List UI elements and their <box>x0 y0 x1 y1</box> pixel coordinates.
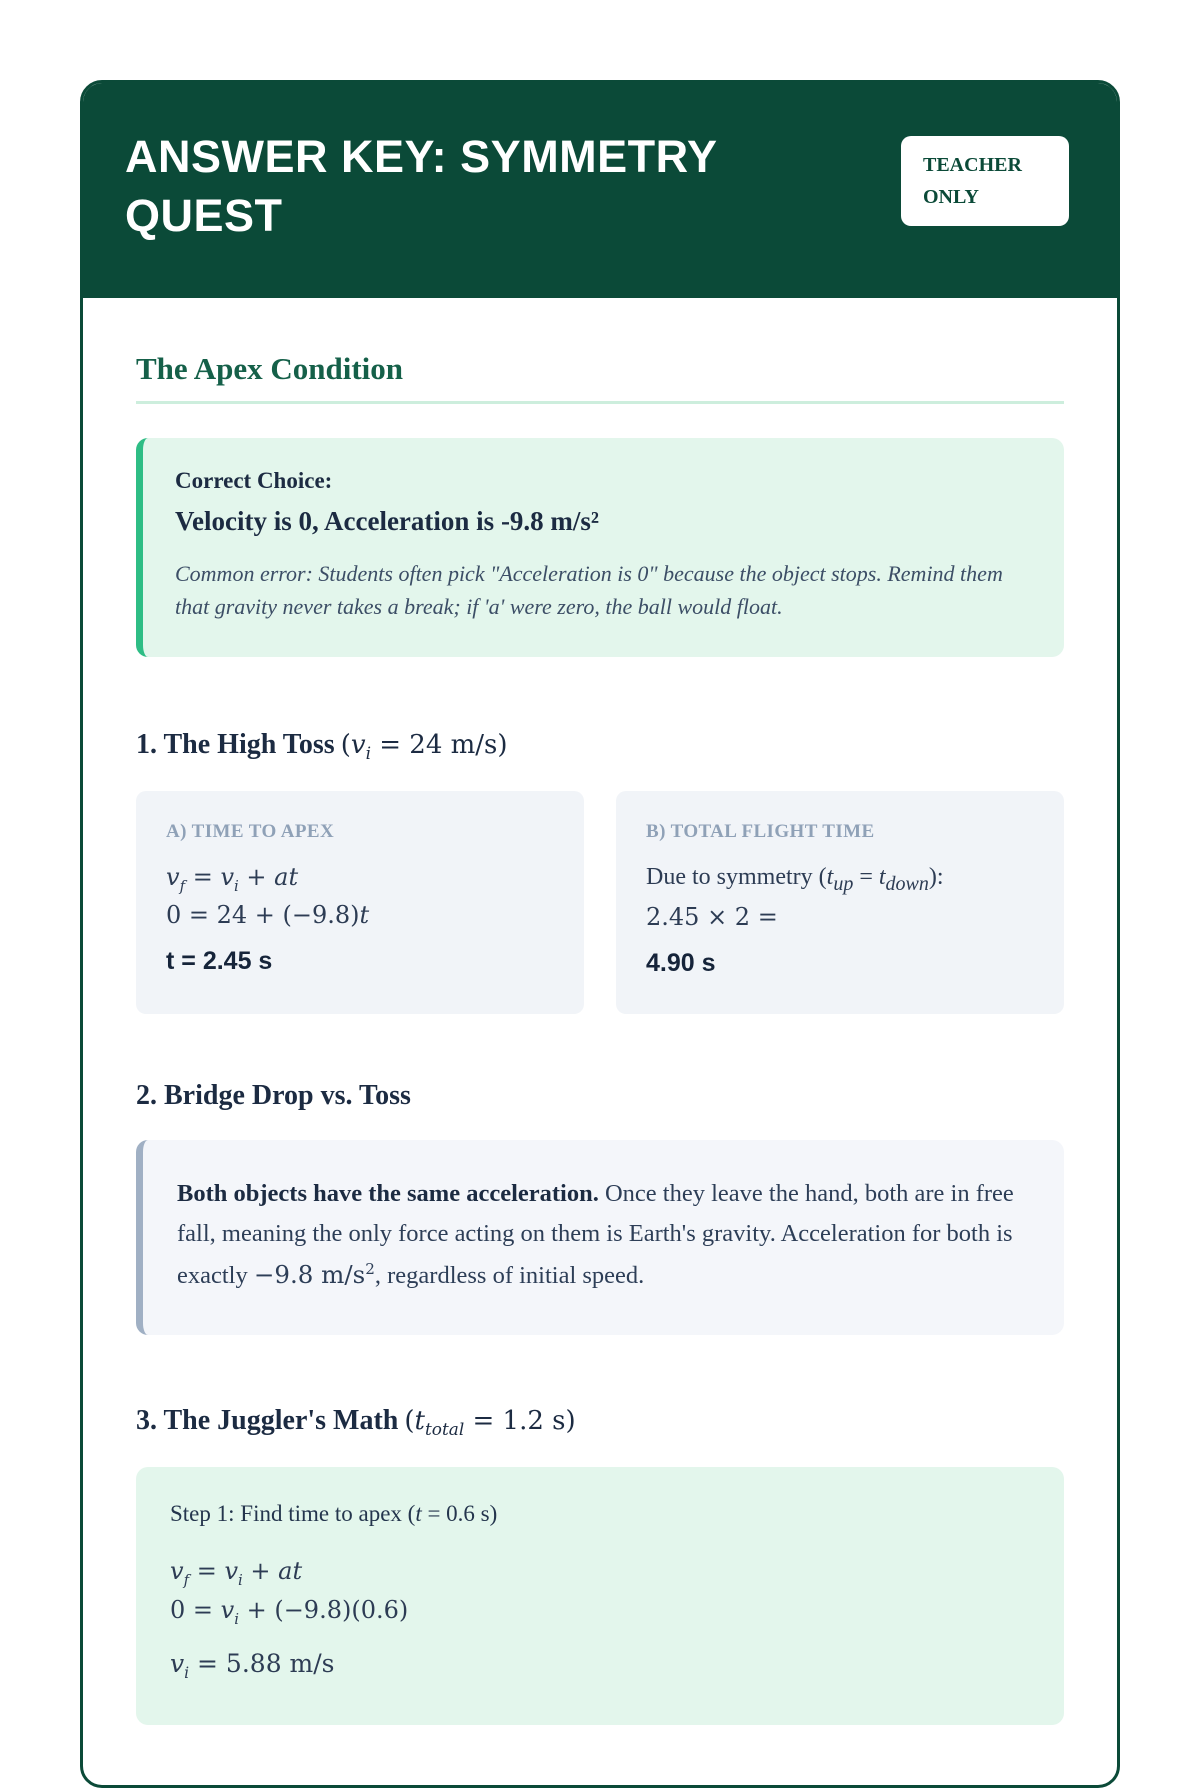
bridge-drop-key-point: Both objects have the same acceleration. <box>177 1179 599 1207</box>
common-error-note: Common error: Students often pick "Acceleration is 0" because the object stops. Remind them that gravity never takes a break; if 'a' were zero, the ball would float. <box>175 560 1003 619</box>
step-1-result: $v_i = 5.88$ m/s <box>170 1648 335 1682</box>
symmetry-note-line: Due to symmetry $(t_{up} = t_{down})$: <box>646 863 944 895</box>
correct-choice-label: Correct Choice: <box>175 467 333 493</box>
answer-key-card <box>80 80 1120 1788</box>
juggler-math-box <box>136 1467 1064 1725</box>
total-flight-time-result: 4.90 s <box>646 948 716 977</box>
question-1-math: ($v_i = 24$ m/s) <box>340 729 508 763</box>
bridge-drop-text-1: Once they leave the hand, both are in free fall, meaning the only force acting on them is Earth's gravity. Acceleration for both is exactly <box>177 1179 1014 1290</box>
correct-choice-answer: Velocity is 0, Acceleration is -9.8 m/s² <box>175 505 600 536</box>
time-to-apex-result: t = 2.45 s <box>166 947 273 976</box>
equation-line: $0 = v_i + (-9.8)(0.6)$ <box>170 1595 409 1628</box>
page-title: ANSWER KEY: SYMMETRY QUEST <box>125 131 717 242</box>
question-1-answer-cards <box>136 791 1064 1014</box>
teacher-only-badge: TEACHER ONLY <box>901 136 1069 226</box>
equation-line: $v_f = v_i$ + at <box>170 1556 303 1589</box>
card-content <box>83 298 1117 1785</box>
equation-line: $v_f = v_i$ + at <box>166 862 299 895</box>
card-header <box>83 83 1117 298</box>
bridge-drop-text-2: , regardless of initial speed. <box>374 1262 645 1290</box>
question-3-heading <box>136 1405 1064 1439</box>
question-2-heading <box>136 1080 1064 1112</box>
time-to-apex-label: A) TIME TO APEX <box>166 820 335 842</box>
question-2-title: 2. Bridge Drop vs. Toss <box>136 1079 411 1111</box>
equation-line: 0 = 24 + (−9.8)t <box>166 901 370 930</box>
question-1-heading <box>136 729 1064 763</box>
step-1-label: Step 1: Find time to apex (t = 0.6 s) <box>170 1500 498 1526</box>
equation-line: 2.45 × 2 = <box>646 902 778 931</box>
question-3-title: 3. The Juggler's Math <box>136 1404 399 1436</box>
section-title-apex-condition: The Apex Condition <box>136 351 1064 404</box>
total-flight-time-label: B) TOTAL FLIGHT TIME <box>646 820 875 842</box>
time-to-apex-card <box>136 791 584 1014</box>
question-3-math: ($t_{total} = 1.2$ s) <box>404 1405 576 1439</box>
acceleration-value: −9.8 $m/s^2$ <box>253 1259 375 1290</box>
question-1-title: 1. The High Toss <box>136 728 335 760</box>
bridge-drop-explanation <box>177 1174 1030 1297</box>
correct-choice-callout <box>136 438 1064 657</box>
bridge-drop-callout <box>136 1140 1064 1335</box>
total-flight-time-card <box>616 791 1064 1014</box>
